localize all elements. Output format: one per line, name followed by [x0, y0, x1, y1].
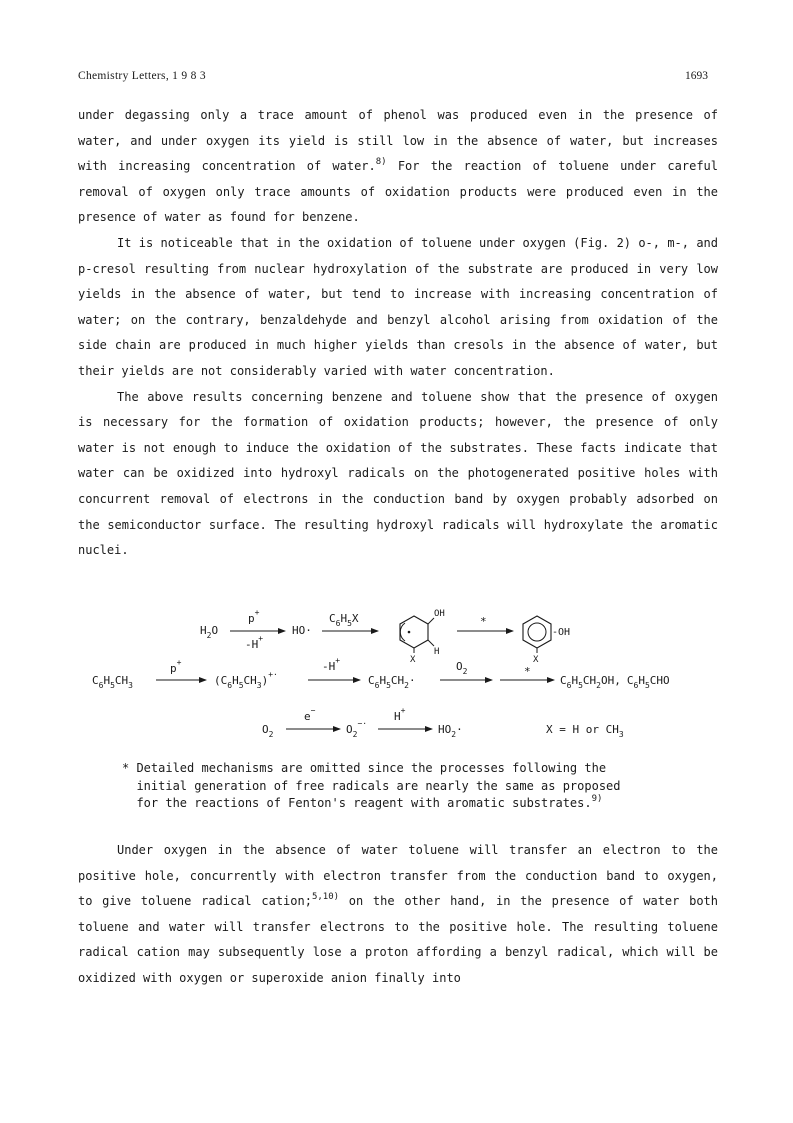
adduct-oh-label: OH	[434, 609, 445, 619]
paragraph-2	[78, 231, 718, 385]
page-number: 1693	[685, 70, 708, 82]
cyclohexadienyl-radical-ring	[400, 616, 434, 653]
adduct-h-label: H	[434, 647, 440, 657]
paragraph-1	[78, 103, 718, 231]
adduct-x-label: X	[410, 655, 416, 665]
citation-superscript: 5,10)	[311, 892, 340, 903]
paragraph-4	[78, 838, 718, 992]
phenol-ring	[523, 616, 551, 653]
toluene-radical-cation: $(C_6H_5CH_3)^{+\cdot}$	[214, 670, 278, 690]
water-formula: $H_2O$	[200, 624, 219, 640]
footnote-line: for the reactions of Fenton's reagent with aromatic substrates.$^{9)}$	[122, 794, 603, 810]
toluene-formula: $C_6H_5CH_3$	[92, 674, 133, 690]
paragraph-text: The above results concerning benzene and toluene show that the presence of oxygen is necessary for the formation of oxidation products; however, the presence of only water is not enough to induce the oxidation of the substrates. These facts indicate that water can be oxidized into hydroxyl radicals on the photogenerated positive holes with concurrent removal of electrons in the conduction band by oxygen probably adsorbed on the semiconductor surface. The resulting hydroxyl radicals will hydroxylate the aromatic nuclei.	[78, 389, 718, 558]
reaction-scheme-svg	[0, 598, 793, 758]
journal-citation: Chemistry Letters, 1 9 8 3	[78, 70, 206, 82]
arrow-label-proton-loss: -H+	[245, 634, 264, 651]
arrow-label-proton-loss: -H+	[322, 656, 341, 673]
phenol-x-label: X	[533, 655, 539, 665]
paragraph-text: It is noticeable that in the oxidation of toluene under oxygen (Fig. 2) o-, m-, and p-cresol resulting from nuclear hydroxylation of the substrate are produced in very low yields in the absence of water, but tend to increase with increasing concentration of water; on the contrary, benzaldehyde and benzyl alcohol arising from oxidation of the side chain are produced in much higher yields than cresols in the absence of water, but their yields are not considerably varied with water concentration.	[78, 235, 718, 378]
arrow-label-asterisk: *	[480, 615, 487, 628]
arrow-label-hole: p+	[170, 658, 182, 675]
hydroperoxyl-radical: $HO_2\cdot$	[438, 723, 463, 739]
oxygen-formula: $O_2$	[262, 723, 274, 739]
paragraph-text: under degassing only a trace amount of phenol was produced even in the presence of water, and under oxygen its yield is still low in the absence of water, but increases with increasing concentration of water.	[78, 108, 718, 174]
body-text-top	[78, 103, 718, 564]
phenol-oh-label: -OH	[552, 627, 571, 638]
arrow-label-hole: p+	[248, 608, 260, 625]
arrow-label-asterisk: *	[524, 665, 531, 678]
side-chain-products: $C_6H_5CH_2OH$, $C_6H_5CHO$	[560, 674, 670, 690]
paragraph-text: For the reaction of toluene under careful removal of oxygen only trace amounts of oxidation products were produced even in the presence of water as found for benzene.	[78, 159, 718, 225]
arrow-label-electron: e−	[304, 706, 316, 723]
superoxide-anion: $O_2^{-\cdot}$	[346, 719, 368, 739]
hydroxyl-radical: HO·	[292, 624, 312, 637]
arrow-label-oxygen: $O_2$	[456, 660, 468, 676]
footnote-line: initial generation of free radicals are nearly the same as proposed	[122, 778, 621, 793]
body-text-bottom	[78, 838, 718, 992]
citation-superscript: 9)	[591, 794, 603, 804]
running-header	[78, 70, 708, 86]
scheme-footnote	[122, 760, 682, 813]
arrow-label-substrate: $C_6H_5X$	[329, 612, 359, 628]
footnote-line: * Detailed mechanisms are omitted since the processes following the	[122, 761, 607, 775]
paragraph-text: Under oxygen in the absence of water toluene will transfer an electron to the positive hole, concurrently with electron transfer from the conduction band to oxygen, to give toluene radical cation;	[78, 843, 718, 909]
substituent-legend: X = H or $CH_3$	[546, 723, 624, 739]
reaction-scheme	[0, 598, 793, 758]
citation-superscript: 8)	[375, 157, 387, 168]
paragraph-text: on the other hand, in the presence of water both toluene and water will transfer electrons to the positive hole. The resulting toluene radical cation may subsequently lose a proton affording a benzyl radical, which will be oxidized with oxygen or superoxide anion finally into	[78, 894, 718, 985]
paragraph-3	[78, 385, 718, 564]
arrow-label-proton: H+	[394, 706, 406, 723]
benzyl-radical: $C_6H_5CH_2\cdot$	[368, 674, 416, 690]
